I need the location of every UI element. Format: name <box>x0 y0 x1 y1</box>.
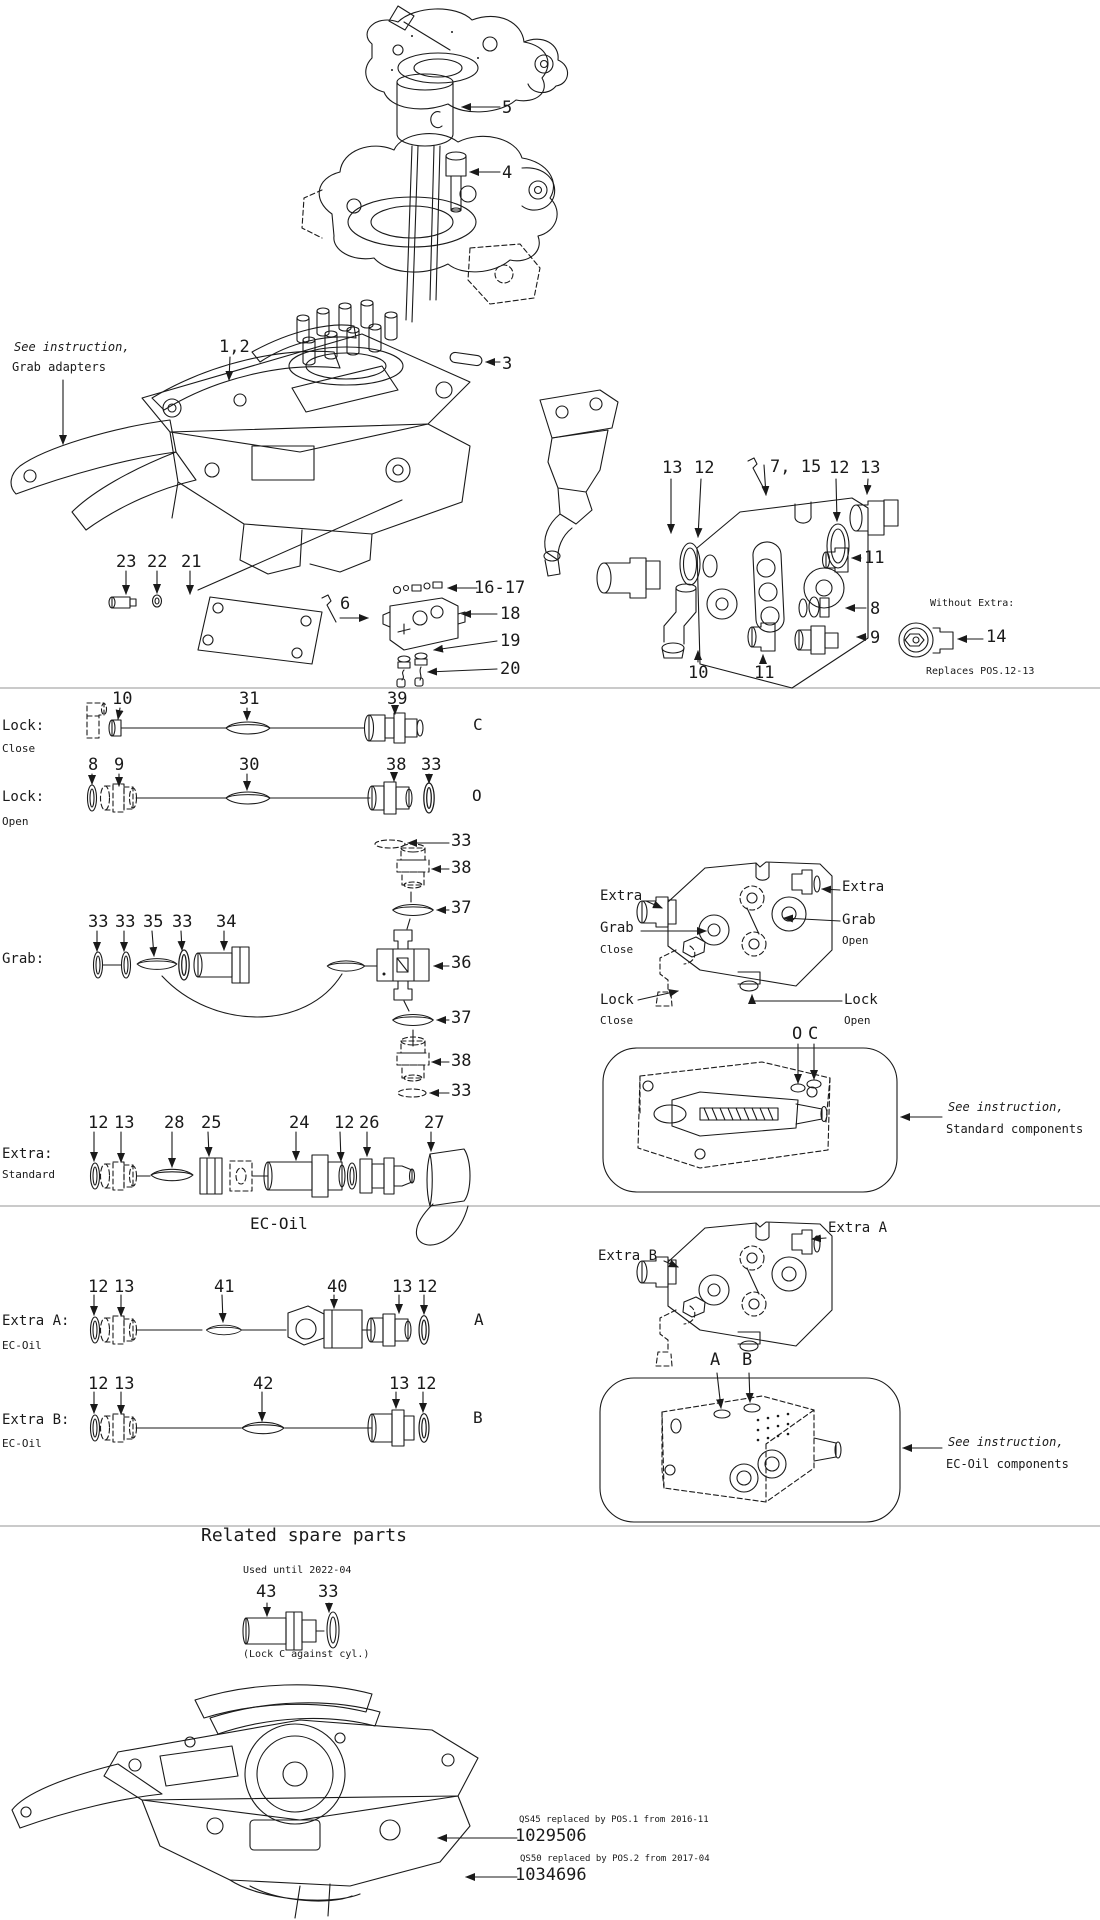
callout-23: 23 <box>116 552 137 572</box>
valve-lock-right: Lock <box>844 992 878 1008</box>
callout-6: 6 <box>340 594 351 614</box>
callout-13-ea-1: 13 <box>114 1277 135 1297</box>
replaces-note: Replaces POS.12-13 <box>926 666 1035 677</box>
callout-22: 22 <box>147 552 168 572</box>
callout-11-b: 11 <box>754 663 775 683</box>
row-extra-a-label: Extra A: <box>2 1313 70 1329</box>
callout-18: 18 <box>500 604 521 624</box>
row-extra-std-sub: Standard <box>2 1168 55 1181</box>
callout-33-grab-2: 33 <box>115 912 136 932</box>
callout-38-row: 38 <box>386 755 407 775</box>
callout-13-es: 13 <box>114 1113 135 1133</box>
callout-38-stack-2: 38 <box>451 1051 472 1071</box>
row-lock-close-sub: Close <box>2 742 36 755</box>
callout-1-2: 1,2 <box>219 337 250 357</box>
callout-9-row: 9 <box>114 755 125 775</box>
callout-13-right: 13 <box>860 458 881 478</box>
qs45-replacement-note: QS45 replaced by POS.1 from 2016-11 <box>519 1815 709 1825</box>
callout-12-es-2: 12 <box>334 1113 355 1133</box>
callout-12-left: 12 <box>694 458 715 478</box>
callout-33-stack-1: 33 <box>451 831 472 851</box>
used-until-note: Used until 2022-04 <box>243 1565 352 1576</box>
row-lock-open-label: Lock: <box>2 789 45 805</box>
port-c-marker: C <box>808 1024 819 1044</box>
callout-13-eb-2: 13 <box>389 1374 410 1394</box>
callout-28: 28 <box>164 1113 185 1133</box>
port-b-marker: B <box>742 1350 753 1370</box>
port-a: A <box>474 1310 484 1329</box>
wrench-icon <box>322 595 336 622</box>
see-instruction-top-line1: See instruction, <box>14 340 130 354</box>
callout-12-right: 12 <box>829 458 850 478</box>
port-a-marker: A <box>710 1350 721 1370</box>
callout-43: 43 <box>256 1582 277 1602</box>
row-lock-open-sub: Open <box>2 815 29 828</box>
callout-9-a: 9 <box>870 628 881 648</box>
valve-extra-left: Extra <box>600 888 643 904</box>
callout-33-grab-3: 33 <box>172 912 193 932</box>
callout-3: 3 <box>502 354 513 374</box>
callout-24: 24 <box>289 1113 310 1133</box>
row-extra-std-label: Extra: <box>2 1146 53 1162</box>
callout-11-a: 11 <box>864 548 885 568</box>
callout-12-es-1: 12 <box>88 1113 109 1133</box>
callout-8-a: 8 <box>870 599 881 619</box>
valve-grab-right: Grab <box>842 912 876 928</box>
callout-33-row: 33 <box>421 755 442 775</box>
qs50-replacement-note: QS50 replaced by POS.2 from 2017-04 <box>520 1854 710 1864</box>
callout-13-ea-2: 13 <box>392 1277 413 1297</box>
part-number-1034696: 1034696 <box>515 1865 587 1885</box>
see-instruction-top-line2: Grab adapters <box>12 360 106 374</box>
port-o-marker: O <box>792 1024 803 1044</box>
callout-40: 40 <box>327 1277 348 1297</box>
callout-13-eb-1: 13 <box>114 1374 135 1394</box>
valve-extra-b-label: Extra B <box>598 1248 658 1264</box>
callout-37-stack-1: 37 <box>451 898 472 918</box>
port-o: O <box>472 786 482 805</box>
row-lock-close-label: Lock: <box>2 718 45 734</box>
callout-30: 30 <box>239 755 260 775</box>
callout-20: 20 <box>500 659 521 679</box>
part-number-1029506: 1029506 <box>515 1826 587 1846</box>
row-extra-b-sub: EC-Oil <box>2 1437 42 1450</box>
callout-31: 31 <box>239 689 260 709</box>
callout-19: 19 <box>500 631 521 651</box>
callout-10-a: 10 <box>688 663 709 683</box>
wrench-icon <box>748 458 763 487</box>
valve-lock-left-sub: Close <box>600 1014 634 1027</box>
callout-14: 14 <box>986 627 1007 647</box>
ecoil-section-header: EC-Oil <box>250 1214 308 1233</box>
callout-13-left: 13 <box>662 458 683 478</box>
valve-lock-right-sub: Open <box>844 1014 871 1027</box>
callout-36: 36 <box>451 953 472 973</box>
callout-4: 4 <box>502 163 513 183</box>
callout-33-related: 33 <box>318 1582 339 1602</box>
callout-7-15: 7, 15 <box>770 457 822 477</box>
callout-10-row: 10 <box>112 689 133 709</box>
callout-26: 26 <box>359 1113 380 1133</box>
valve-extra-a-label: Extra A <box>828 1220 888 1236</box>
row-extra-b-label: Extra B: <box>2 1412 70 1428</box>
callout-37-stack-2: 37 <box>451 1008 472 1028</box>
valve-grab-left: Grab <box>600 920 634 936</box>
without-extra-label: Without Extra: <box>930 598 1015 609</box>
callout-5: 5 <box>502 98 513 118</box>
related-parts-header: Related spare parts <box>201 1525 407 1546</box>
callout-16-17: 16-17 <box>474 578 526 598</box>
standard-box-note-line2: Standard components <box>946 1122 1084 1136</box>
callout-33-stack-2: 33 <box>451 1081 472 1101</box>
ecoil-box-note-line2: EC-Oil components <box>946 1457 1069 1471</box>
callout-34: 34 <box>216 912 237 932</box>
row-grab-label: Grab: <box>2 951 45 967</box>
callout-12-eb-1: 12 <box>88 1374 109 1394</box>
callout-12-ea-2: 12 <box>417 1277 438 1297</box>
valve-grab-right-sub: Open <box>842 934 869 947</box>
ecoil-box-note-line1: See instruction, <box>948 1435 1064 1449</box>
callout-12-ea-1: 12 <box>88 1277 109 1297</box>
callout-42: 42 <box>253 1374 274 1394</box>
lock-c-note: (Lock C against cyl.) <box>243 1649 370 1660</box>
standard-box-note-line1: See instruction, <box>948 1100 1064 1114</box>
port-b: B <box>473 1408 483 1427</box>
callout-38-stack-1: 38 <box>451 858 472 878</box>
callout-33-grab-1: 33 <box>88 912 109 932</box>
callout-41: 41 <box>214 1277 235 1297</box>
port-c: C <box>473 715 483 734</box>
callout-8-row: 8 <box>88 755 99 775</box>
valve-lock-left: Lock <box>600 992 634 1008</box>
callout-35: 35 <box>143 912 164 932</box>
valve-extra-right: Extra <box>842 879 885 895</box>
callout-12-eb-2: 12 <box>416 1374 437 1394</box>
row-extra-a-sub: EC-Oil <box>2 1339 42 1352</box>
valve-grab-left-sub: Close <box>600 943 634 956</box>
callout-21: 21 <box>181 552 202 572</box>
callout-27: 27 <box>424 1113 445 1133</box>
callout-39: 39 <box>387 689 408 709</box>
callout-25: 25 <box>201 1113 222 1133</box>
